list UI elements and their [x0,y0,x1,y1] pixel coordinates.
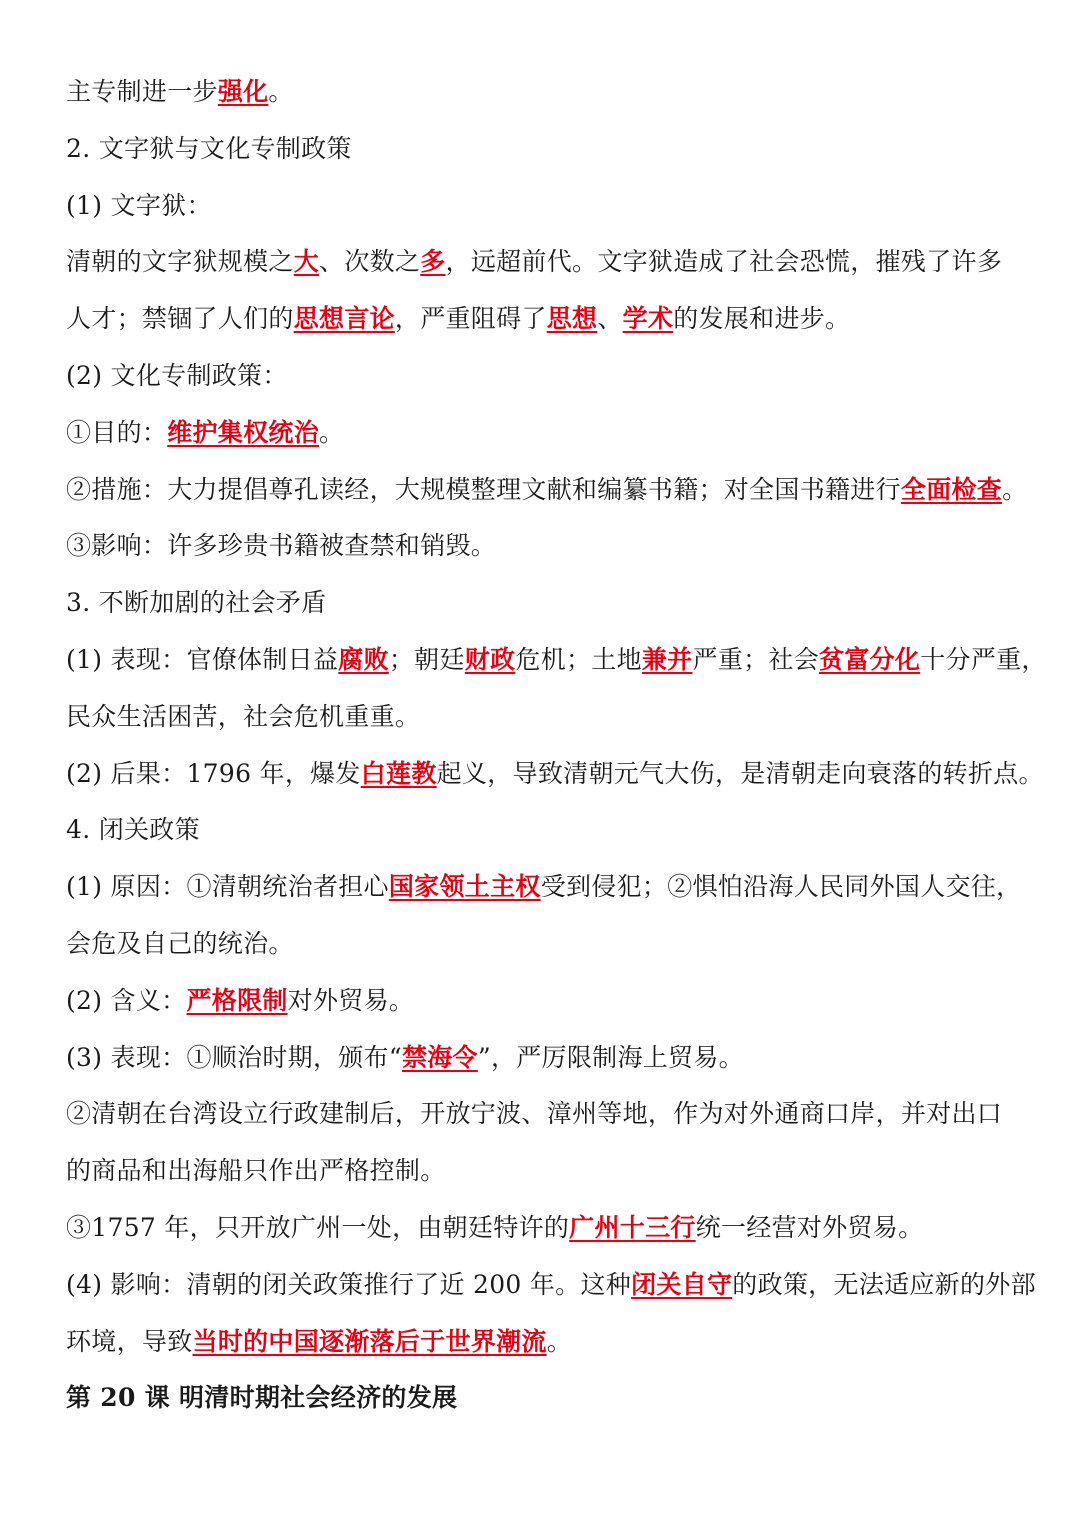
text-segment: (2) 文化专制政策： [66,360,288,390]
text-segment: (1) 原因：①清朝统治者担心 [66,872,389,902]
highlighted-keyword: 当时的中国逐渐落后于世界潮流 [192,1326,547,1356]
text-segment: 受到侵犯；②惧怕沿海人民同外国人交往， [540,872,1022,902]
text-segment: ②措施：大力提倡尊孔读经，大规模整理文献和编纂书籍；对全国书籍进行 [66,474,901,504]
highlighted-keyword: 学术 [622,304,674,334]
text-line [66,689,1020,746]
text-segment: (2) 后果：1796 年，爆发 [66,758,361,788]
text-line [66,178,1020,235]
text-segment: (1) 表现：官僚体制日益 [66,644,339,674]
text-line [66,632,1047,689]
highlighted-keyword: 多 [420,247,446,277]
text-segment: 会危及自己的统治。 [66,928,294,958]
text-line [66,973,1020,1030]
text-line [66,1314,1020,1371]
highlighted-keyword: 国家领土主权 [388,872,541,902]
text-line [66,746,1044,803]
text-segment: 对外贸易。 [287,985,415,1015]
highlighted-keyword: 思想 [546,304,598,334]
highlighted-keyword: 严格限制 [186,985,288,1015]
text-segment: 。 [268,77,294,106]
highlighted-keyword: 强化 [217,77,269,106]
text-segment: 十分严重， [920,644,1047,674]
text-line [66,1200,1020,1257]
highlighted-keyword: 兼并 [641,644,693,674]
text-segment: (2) 含义： [66,985,187,1015]
text-segment: ③影响：许多珍贵书籍被查禁和销毁。 [66,531,497,561]
text-line [66,291,1020,348]
highlighted-keyword: 白莲教 [360,758,437,788]
text-line [66,462,1028,519]
text-segment: 。 [546,1326,573,1356]
text-segment: (1) 文字狱： [66,190,212,220]
text-segment: 、 [597,304,623,334]
text-segment: ③1757 年，只开放广州一处，由朝廷特许的 [66,1212,570,1242]
text-segment: (4) 影响：清朝的闭关政策推行了近 200 年。这种 [66,1269,632,1299]
text-line [66,348,1020,405]
text-segment: 的发展和进步。 [673,304,851,334]
lesson-heading [66,1370,1020,1427]
text-segment: ，严重阻碍了 [394,304,547,334]
highlighted-keyword: 维护集权统治 [167,417,320,447]
text-segment: 、次数之 [319,247,421,277]
text-line [66,405,1020,462]
text-line [66,121,1020,178]
text-line [66,518,1020,575]
text-line [66,64,1020,121]
text-segment: ”，严厉限制海上贸易。 [477,1042,744,1072]
text-segment: ②清朝在台湾设立行政建制后，开放宁波、漳州等地，作为对外通商口岸，并对出口 [66,1099,1003,1129]
highlighted-keyword: 大 [293,247,320,277]
text-segment: 2. 文字狱与文化专制政策 [66,133,352,163]
highlighted-keyword: 思想言论 [293,304,395,334]
text-segment: ，远超前代。文字狱造成了社会恐慌，摧残了许多 [445,247,1003,277]
text-line [66,1143,1020,1200]
text-line [66,234,1020,291]
text-segment: 民众生活困苦，社会危机重重。 [66,701,421,731]
text-segment: 起义，导致清朝元气大伤，是清朝走向衰落的转折点。 [436,758,1044,788]
highlighted-keyword: 全面检查 [900,474,1003,504]
text-segment: 。 [319,417,345,447]
text-segment: ；朝廷 [388,644,465,674]
text-segment: 人才；禁锢了人们的 [66,304,294,334]
highlighted-keyword: 财政 [464,644,516,674]
highlighted-keyword: 闭关自守 [631,1269,733,1299]
text-segment: 4. 闭关政策 [66,815,200,845]
text-line [66,916,1020,973]
text-segment: 清朝的文字狱规模之 [66,247,294,277]
text-segment: 危机；土地 [515,644,642,674]
highlighted-keyword: 广州十三行 [569,1212,696,1242]
text-segment: 的商品和出海船只作出严格控制。 [66,1156,446,1186]
text-segment: 。 [1002,474,1028,504]
highlighted-keyword: 腐败 [338,644,389,674]
highlighted-keyword: 贫富分化 [819,644,921,674]
text-segment: 3. 不断加剧的社会矛盾 [66,588,327,618]
text-segment: 第 20 课 明清时期社会经济的发展 [66,1383,458,1413]
text-segment: 的政策，无法适应新的外部 [732,1269,1036,1299]
text-segment: (3) 表现：①顺治时期，颁布“ [66,1042,402,1072]
text-line [66,802,1020,859]
text-segment: 严重；社会 [692,644,820,674]
text-line [66,1086,1020,1143]
text-line [66,575,1020,632]
text-segment: ①目的： [66,417,168,447]
text-line [66,1257,1036,1314]
text-line [66,1030,1020,1087]
text-segment: 主专制进一步 [66,77,218,106]
highlighted-keyword: 禁海令 [401,1042,478,1072]
text-segment: 统一经营对外贸易。 [695,1212,924,1242]
text-segment: 环境，导致 [66,1326,193,1356]
text-line [66,859,1020,916]
